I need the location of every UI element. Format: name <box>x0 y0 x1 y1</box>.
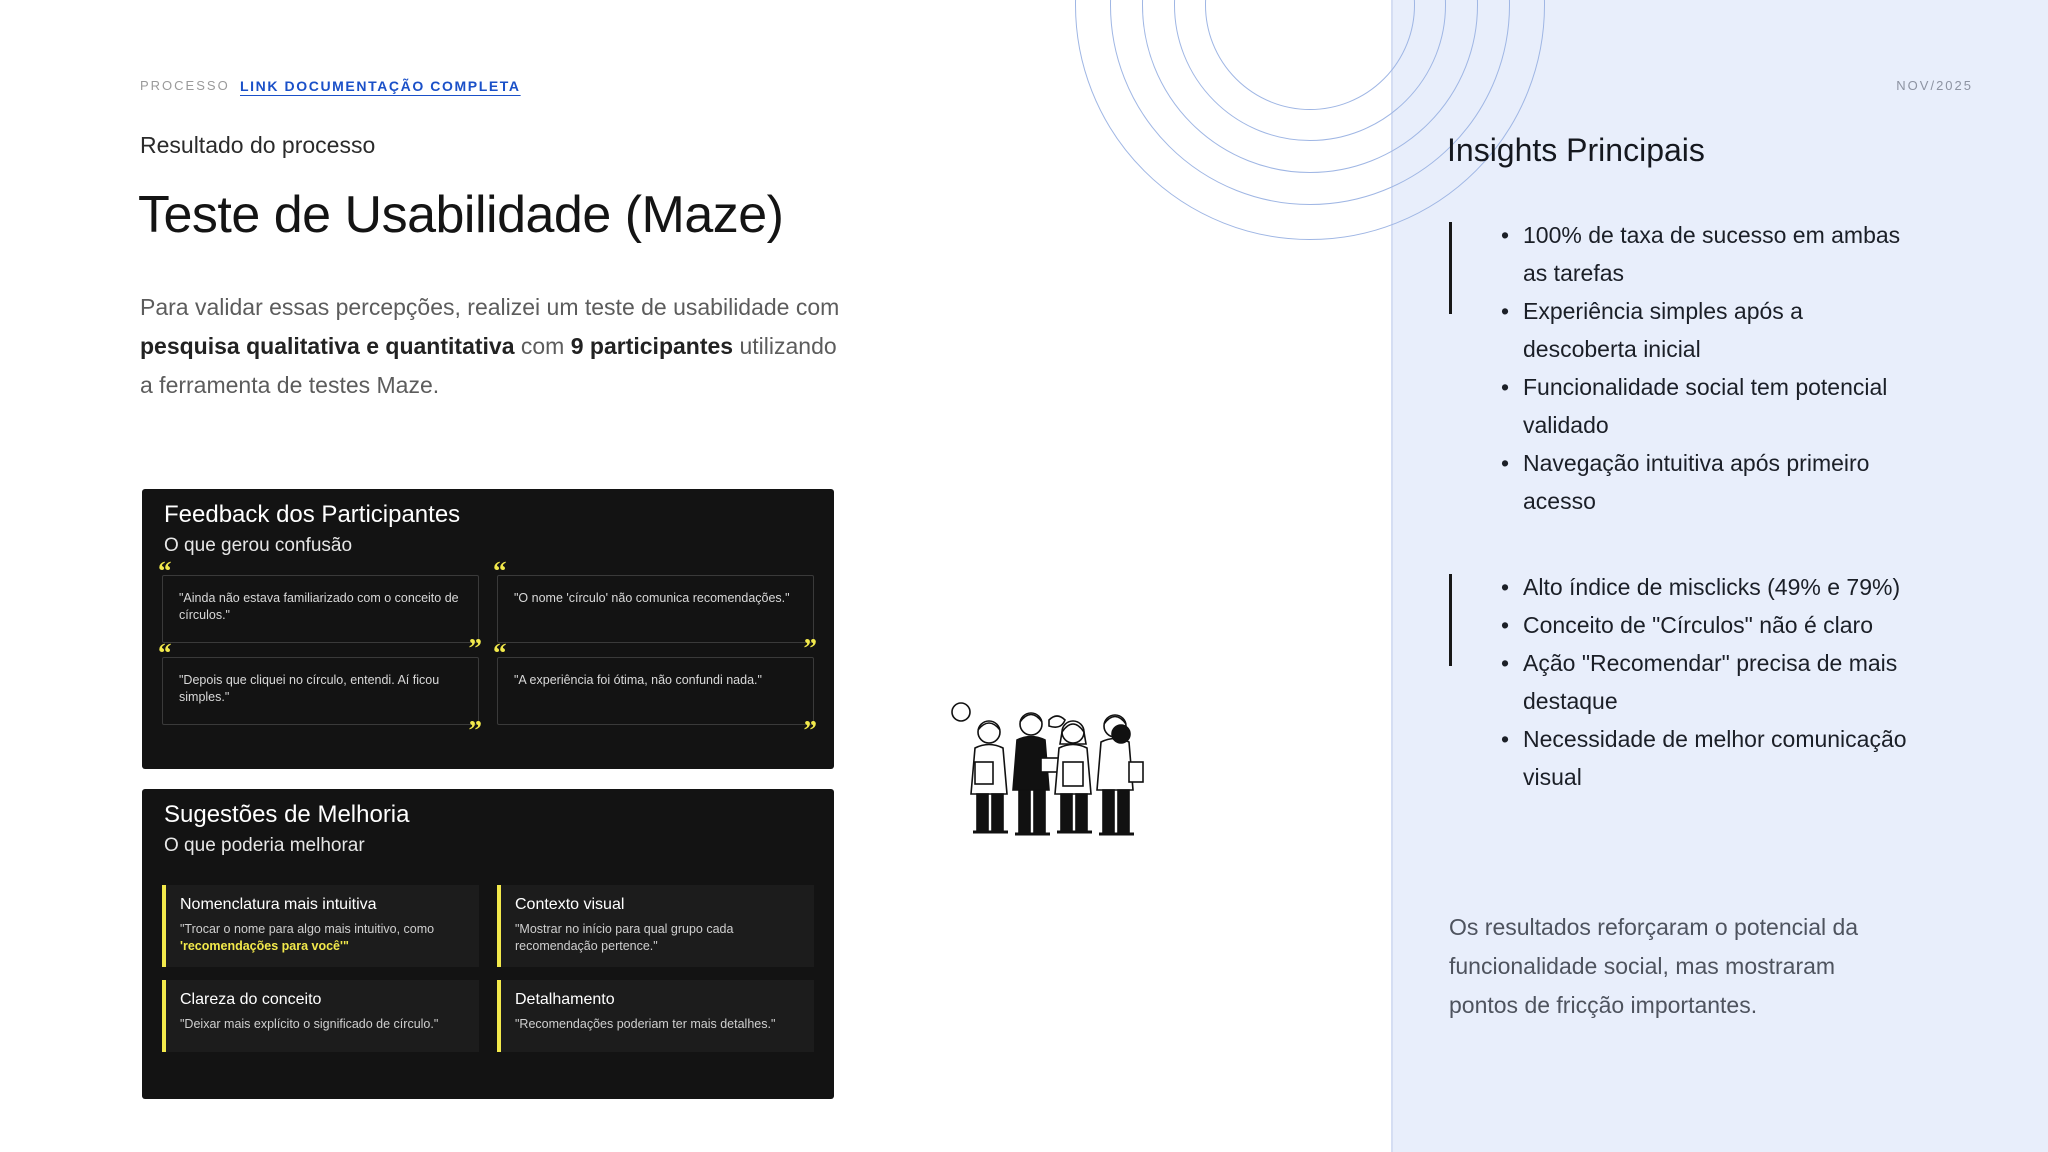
intro-text-1: Para validar essas percepções, realizei um teste de usabilidade com <box>140 294 840 320</box>
quote-text: "A experiência foi ótima, não confundi nada." <box>514 673 762 687</box>
feedback-card-title: Feedback dos Participantes <box>164 501 461 528</box>
suggestion-item <box>497 980 814 1052</box>
list-item: • Necessidade de melhor comunicação visual <box>1501 720 1919 796</box>
intro-text-3: utilizando a ferramenta de testes Maze. <box>140 333 837 398</box>
closing-paragraph: Os resultados reforçaram o potencial da funcionalidade social, mas mostraram pontos de fricção importantes. <box>1449 914 1859 1018</box>
insights-positive-group <box>1449 216 1919 520</box>
insights-negative-list <box>1501 568 1919 796</box>
quote-open-icon: “ <box>493 556 507 586</box>
suggestion-text-before: "Recomendações poderiam ter mais detalhes." <box>515 1017 776 1031</box>
suggestion-text-before: "Trocar o nome para algo mais intuitivo, como <box>180 922 435 936</box>
suggestion-text <box>180 921 465 955</box>
list-item: • Conceito de "Círculos" não é claro <box>1501 606 1919 644</box>
list-item: • 100% de taxa de sucesso em ambas as tarefas <box>1501 216 1919 292</box>
quote-open-icon: “ <box>158 556 172 586</box>
quote-close-icon: ” <box>468 715 482 745</box>
suggestion-item <box>162 980 479 1052</box>
panel-divider <box>1391 0 1393 1152</box>
quote-text: "Depois que cliquei no círculo, entendi. Aí ficou simples." <box>179 673 440 704</box>
quote-open-icon: “ <box>158 638 172 668</box>
section-eyebrow: Resultado do processo <box>140 132 376 158</box>
quote-item <box>158 638 482 745</box>
suggestion-highlight: 'recomendações para você'" <box>180 939 349 953</box>
page-title: Teste de Usabilidade (Maze) <box>138 186 784 244</box>
list-item: • Funcionalidade social tem potencial validado <box>1501 368 1919 444</box>
suggestion-item <box>497 885 814 967</box>
documentation-link[interactable]: LINK DOCUMENTAÇÃO COMPLETA <box>240 78 521 94</box>
suggestion-text <box>180 1016 465 1033</box>
list-item: • Navegação intuitiva após primeiro acesso <box>1501 444 1919 520</box>
suggestion-text-before: "Mostrar no início para qual grupo cada recomendação pertence." <box>515 922 734 953</box>
quote-close-icon: ” <box>803 633 817 663</box>
quote-close-icon: ” <box>803 715 817 745</box>
suggestion-text <box>515 1016 800 1033</box>
quote-text: "O nome 'círculo' não comunica recomendações." <box>514 591 790 605</box>
suggestion-item <box>162 885 479 967</box>
feedback-card-subtitle: O que gerou confusão <box>164 535 353 556</box>
suggestion-text-before: "Deixar mais explícito o significado de círculo." <box>180 1017 439 1031</box>
quote-text: "Ainda não estava familiarizado com o conceito de círculos." <box>179 591 459 622</box>
suggestion-title: Nomenclatura mais intuitiva <box>180 896 377 913</box>
quote-item <box>158 556 482 663</box>
suggestions-grid <box>162 885 814 1052</box>
list-item: • Alto índice de misclicks (49% e 79%) <box>1501 568 1919 606</box>
intro-bold-2: 9 participantes <box>570 333 734 359</box>
intro-paragraph <box>140 288 850 405</box>
suggestions-card-subtitle: O que poderia melhorar <box>164 835 365 856</box>
suggestion-text <box>515 921 800 955</box>
suggestion-title: Contexto visual <box>515 896 625 913</box>
intro-bold-1: pesquisa qualitativa e quantitativa <box>140 333 515 359</box>
quote-close-icon: ” <box>468 633 482 663</box>
quote-grid <box>158 556 817 745</box>
insights-positive-list <box>1501 216 1919 520</box>
group-accent-bar <box>1449 574 1452 666</box>
suggestions-card <box>142 789 834 1099</box>
kicker-label: PROCESSO <box>140 78 230 93</box>
insights-title: Insights Principais <box>1447 132 1705 168</box>
date-label: NOV/2025 <box>1896 78 1973 93</box>
list-item: • Experiência simples após a descoberta inicial <box>1501 292 1919 368</box>
quote-open-icon: “ <box>493 638 507 668</box>
group-of-people-illustration <box>945 700 1195 880</box>
quote-item <box>493 556 817 663</box>
list-item: • Ação "Recomendar" precisa de mais destaque <box>1501 644 1919 720</box>
suggestions-card-title: Sugestões de Melhoria <box>164 801 410 828</box>
intro-text-2: com <box>514 333 571 359</box>
insights-negative-group <box>1449 568 1919 796</box>
quote-item <box>493 638 817 745</box>
suggestion-title: Detalhamento <box>515 991 615 1008</box>
group-accent-bar <box>1449 222 1452 314</box>
suggestion-title: Clareza do conceito <box>180 991 322 1008</box>
feedback-card <box>142 489 834 769</box>
